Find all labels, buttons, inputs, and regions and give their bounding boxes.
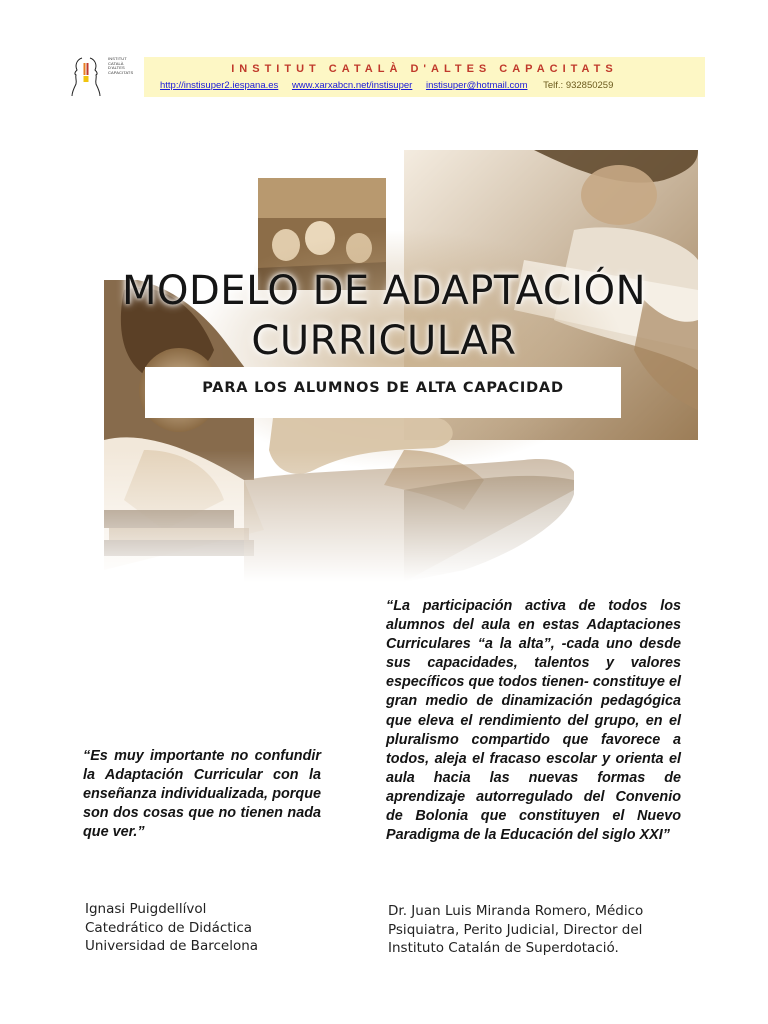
logo-text: INSTITUT CATALÀ D'ALTES CAPACITATS: [108, 56, 134, 75]
document-title: [0, 266, 768, 366]
email-link[interactable]: instisuper@hotmail.com: [425, 80, 528, 91]
quote-left: “Es muy importante no confundir la Adaptación Curricular con la enseñanza individualizada, porque son dos cosas que no tienen nada que ver.”: [83, 748, 321, 841]
author-right-line-2: Psiquiatra, Perito Judicial, Director del: [388, 921, 643, 938]
website-link-2[interactable]: www.xarxabcn.net/instisuper: [291, 80, 413, 91]
author-left-line-1: Ignasi Puigdellívol: [85, 901, 207, 917]
author-right: [388, 902, 708, 958]
institute-name: INSTITUT CATALÀ D'ALTES CAPACITATS: [231, 63, 618, 75]
title-line-2: CURRICULAR: [251, 318, 517, 364]
phone-number: Telf.: 932850259: [543, 80, 614, 91]
document-subtitle: PARA LOS ALUMNOS DE ALTA CAPACIDAD: [202, 380, 564, 396]
header-band: [144, 57, 705, 97]
website-link-1[interactable]: http://instisuper2.iespana.es: [160, 80, 279, 91]
contact-links: [160, 80, 613, 91]
institute-logo: [68, 54, 144, 98]
quote-right: “La participación activa de todos los alumnos del aula en estas Adaptaciones Curriculares “a la alta”, -cada uno desde sus capacidades, talentos y valores específicos que todos tienen- constituye el gran medio de dinamización pedagógica que eleva el rendimiento del grupo, en el pluralismo compartido que favorece a todos, aleja el fracaso escolar y orienta el aula hacia las nuevas formas de aprendizaje autorregulado del Convenio de Bolonia que constituyen el Nuevo Paradigma de la Educación del siglo XXI”: [386, 598, 681, 844]
author-left-line-3: Universidad de Barcelona: [85, 938, 259, 954]
author-left: [85, 900, 345, 956]
profile-faces-icon: [68, 54, 108, 98]
cover-photo-collage: [104, 150, 698, 582]
author-right-line-1: Dr. Juan Luis Miranda Romero, Médico: [388, 903, 644, 919]
author-left-line-2: Catedrático de Didáctica: [85, 919, 253, 936]
author-right-line-3: Instituto Catalán de Superdotació.: [388, 940, 619, 956]
subtitle-box: [145, 367, 621, 418]
title-line-1: MODELO DE ADAPTACIÓN: [122, 268, 646, 314]
